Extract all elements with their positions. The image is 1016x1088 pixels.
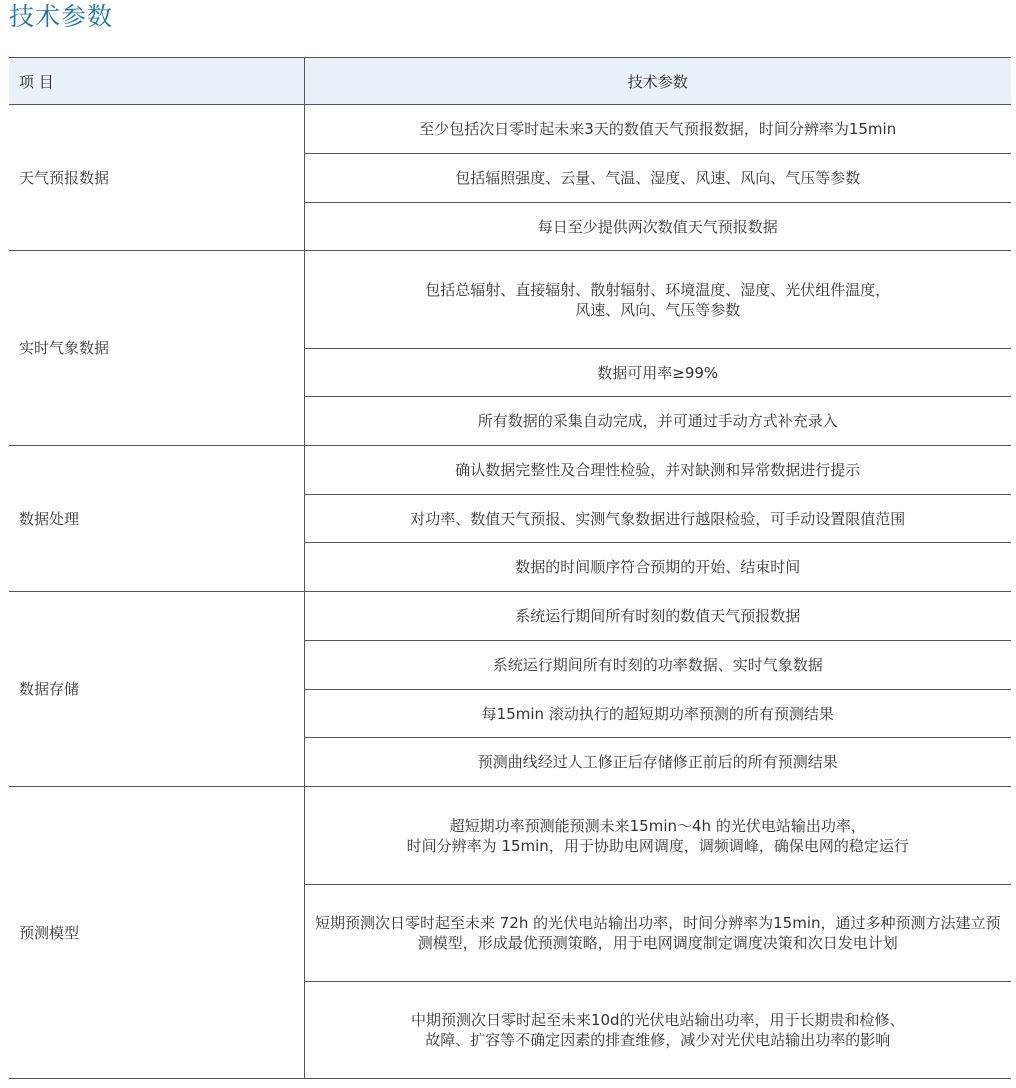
category-data-processing: 数据处理: [9, 446, 304, 592]
param-cell: 包括辐照强度、云量、气温、湿度、风速、风向、气压等参数: [304, 154, 1011, 203]
param-cell: 数据的时间顺序符合预期的开始、结束时间: [304, 543, 1011, 592]
spec-table: [9, 57, 1011, 1079]
table-row: [9, 251, 1011, 349]
category-realtime-weather: 实时气象数据: [9, 251, 304, 446]
page-title: 技术参数: [9, 2, 114, 31]
param-cell: 系统运行期间所有时刻的功率数据、实时气象数据: [304, 641, 1011, 690]
param-cell: 至少包括次日零时起未来3天的数值天气预报数据，时间分辨率为15min: [304, 105, 1011, 154]
category-weather-forecast: 天气预报数据: [9, 105, 304, 251]
param-cell: 中期预测次日零时起至未来10d的光伏电站输出功率，用于长期贵和检修、 故障、扩容等不确定因素的排查维修，减少对光伏电站输出功率的影响: [304, 982, 1011, 1079]
param-cell: 包括总辐射、直接辐射、散射辐射、环境温度、湿度、光伏组件温度， 风速、风向、气压等参数: [304, 251, 1011, 349]
header-item: 项 目: [9, 58, 304, 105]
param-cell: 预测曲线经过人工修正后存储修正前后的所有预测结果: [304, 738, 1011, 787]
header-params: 技术参数: [304, 58, 1011, 105]
param-cell: 确认数据完整性及合理性检验，并对缺测和异常数据进行提示: [304, 446, 1011, 495]
param-cell: 数据可用率≥99%: [304, 349, 1011, 397]
category-forecast-model: 预测模型: [9, 787, 304, 1079]
table-row: [9, 446, 1011, 495]
param-cell: 每15min 滚动执行的超短期功率预测的所有预测结果: [304, 690, 1011, 738]
param-cell: 所有数据的采集自动完成，并可通过手动方式补充录入: [304, 397, 1011, 446]
category-data-storage: 数据存储: [9, 592, 304, 787]
table-row: [9, 787, 1011, 885]
param-cell: 每日至少提供两次数值天气预报数据: [304, 203, 1011, 251]
param-cell: 对功率、数值天气预报、实测气象数据进行越限检验，可手动设置限值范围: [304, 495, 1011, 543]
table-row: [9, 592, 1011, 641]
param-cell: 超短期功率预测能预测未来15min～4h 的光伏电站输出功率， 时间分辨率为 15min，用于协助电网调度，调频调峰，确保电网的稳定运行: [304, 787, 1011, 885]
table-header-row: [9, 58, 1011, 105]
param-cell: 系统运行期间所有时刻的数值天气预报数据: [304, 592, 1011, 641]
param-cell: 短期预测次日零时起至未来 72h 的光伏电站输出功率，时间分辨率为15min，通过多种预测方法建立预测模型，形成最优预测策略，用于电网调度制定调度决策和次日发电计划: [304, 885, 1011, 982]
table-row: [9, 105, 1011, 154]
